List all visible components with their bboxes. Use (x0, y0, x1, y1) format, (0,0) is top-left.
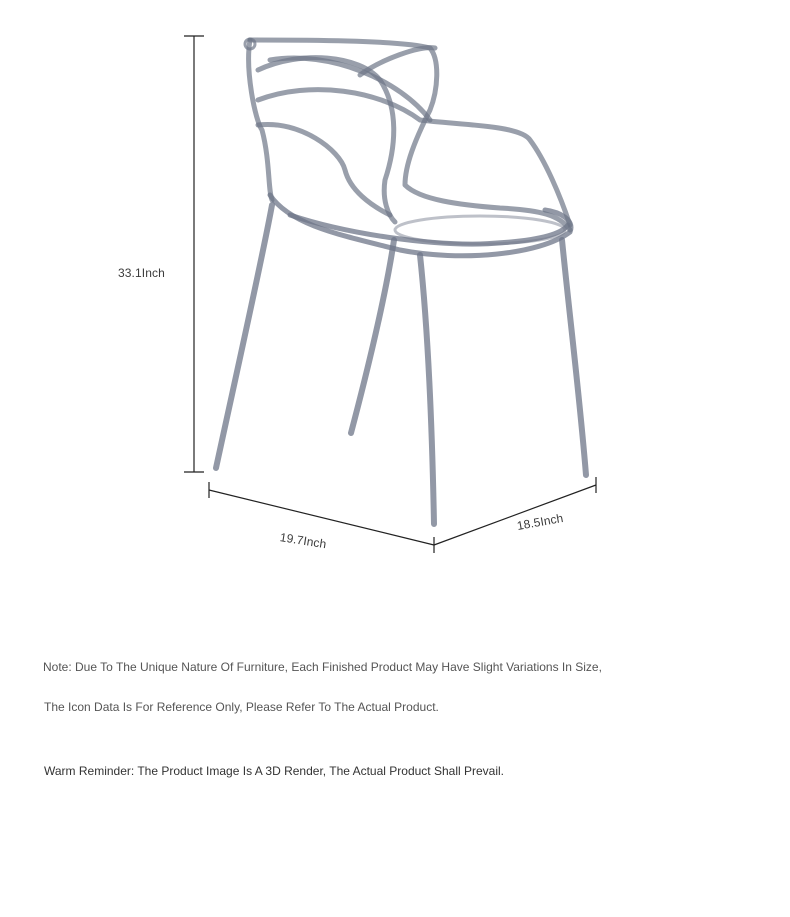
depth-dimension-label: 18.5Inch (515, 510, 565, 533)
size-variation-note: Note: Due To The Unique Nature Of Furniture, Each Finished Product May Have Slight Variations In Size, (43, 660, 602, 674)
height-dimension-line (184, 36, 204, 472)
reference-note: The Icon Data Is For Reference Only, Please Refer To The Actual Product. (44, 700, 439, 714)
chair-shape (216, 39, 586, 524)
warm-reminder: Warm Reminder: The Product Image Is A 3D Render, The Actual Product Shall Prevail. (44, 764, 504, 778)
depth-dimension-line (434, 477, 596, 545)
width-dimension-label: 19.7Inch (278, 530, 328, 552)
height-dimension-label: 33.1Inch (118, 266, 165, 280)
